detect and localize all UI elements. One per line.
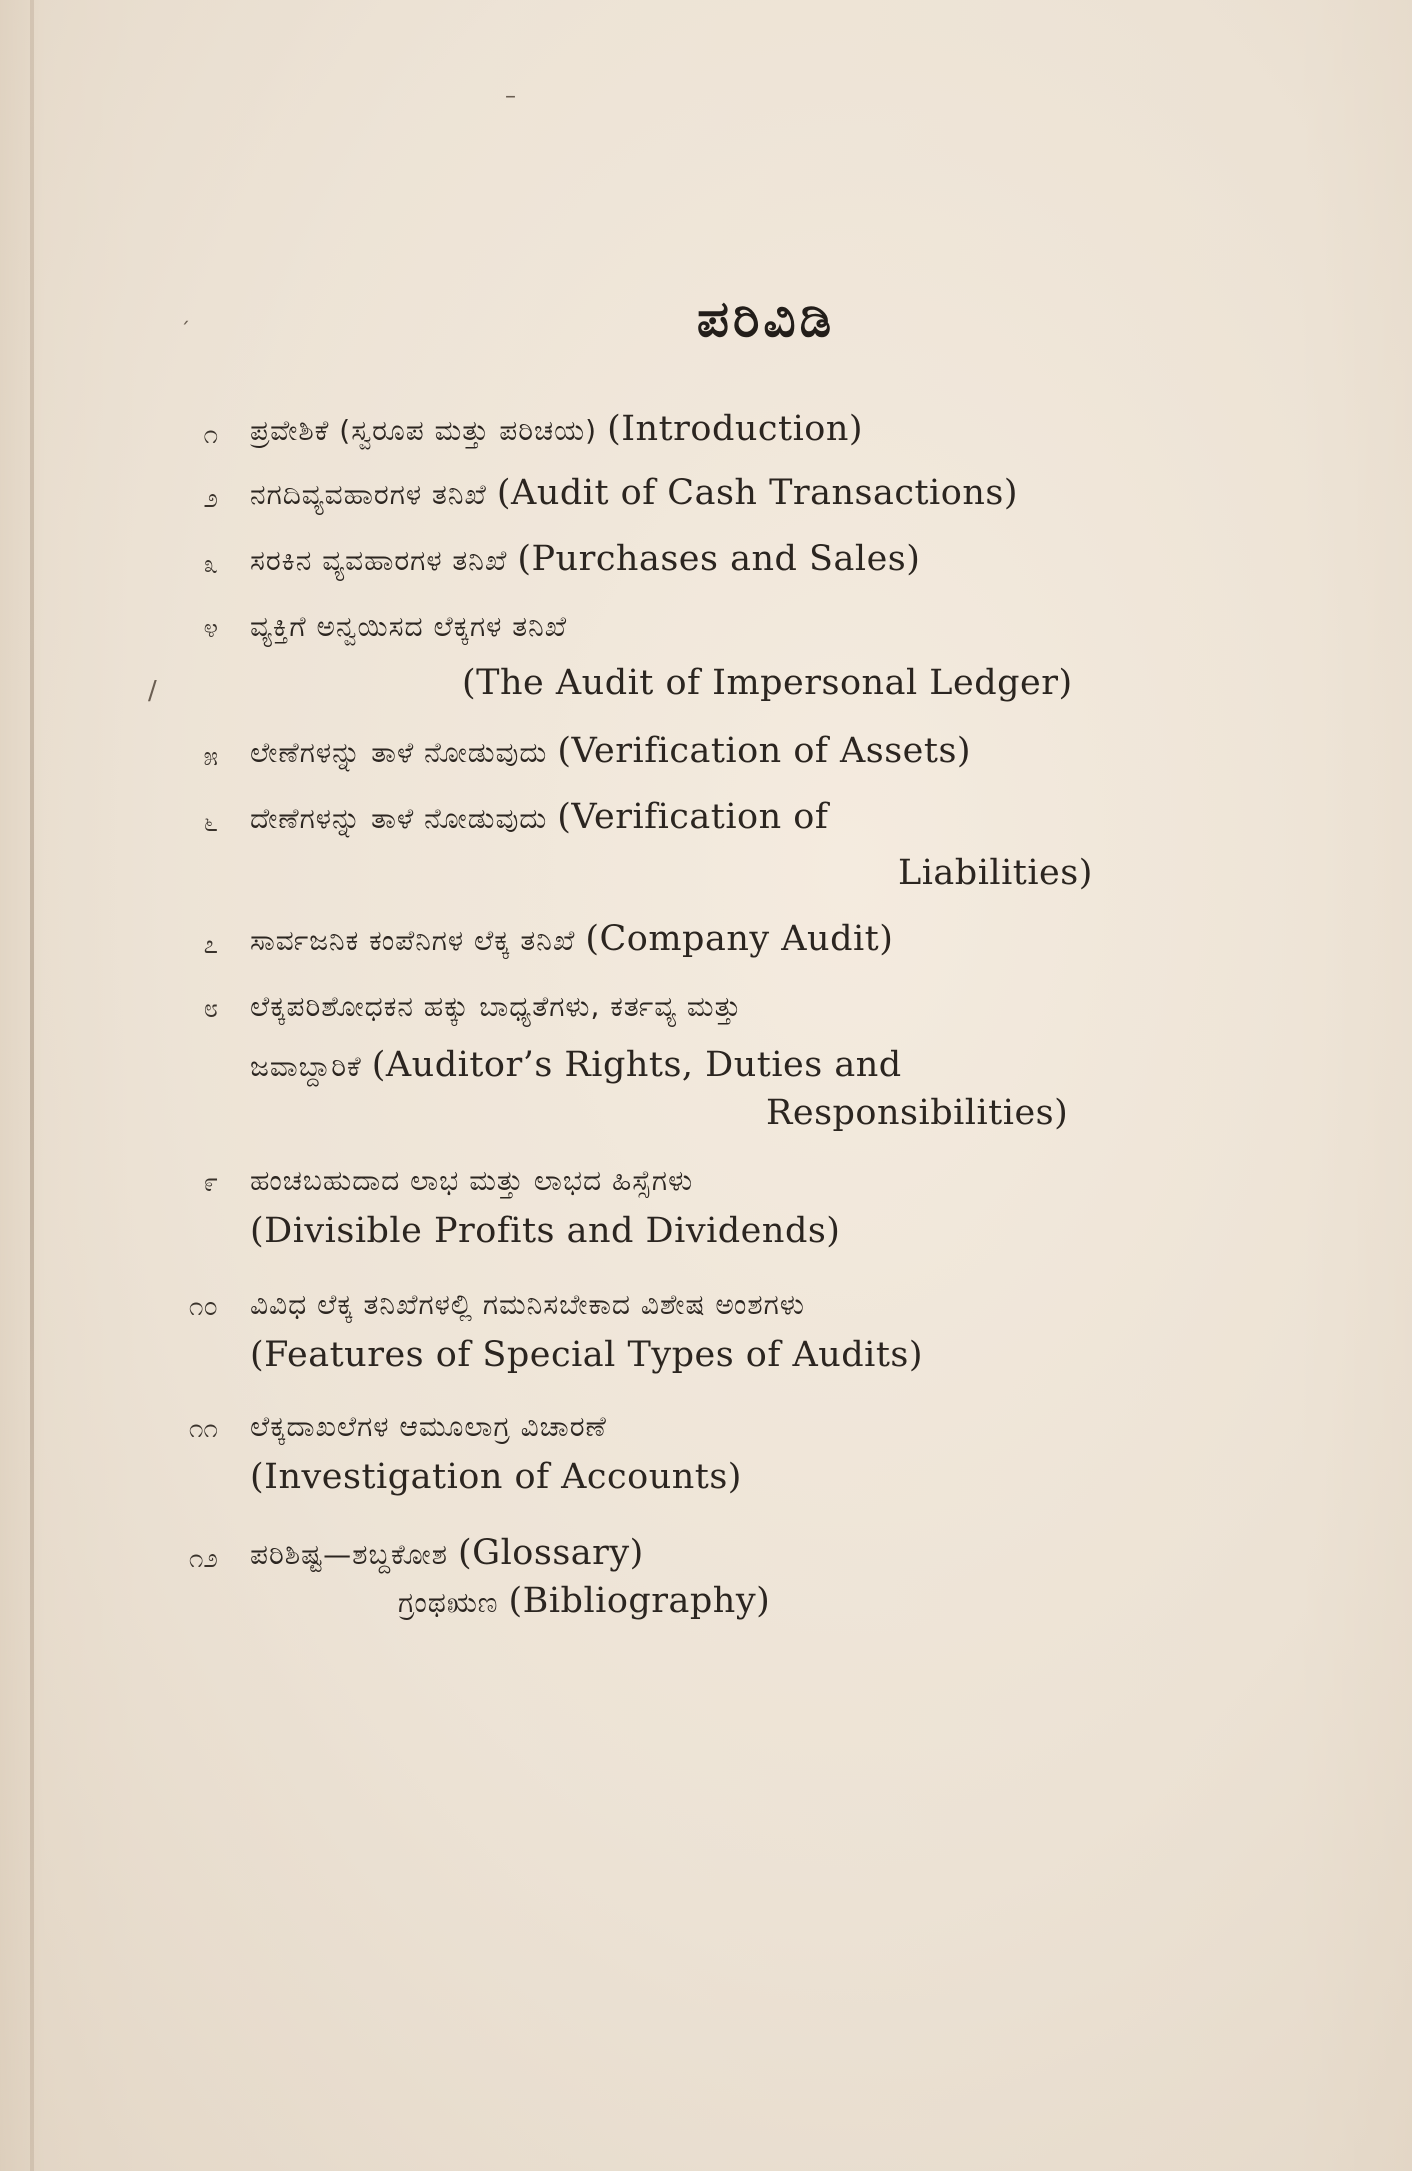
entry-line bbox=[250, 988, 752, 1023]
entry-number: ೧ bbox=[203, 420, 218, 450]
entry-kannada: ನಗದಿವ್ಯವಹಾರಗಳ ತನಿಖೆ bbox=[250, 478, 487, 511]
entry-kannada-continued: ಗ್ರಂಥಋಣ bbox=[398, 1586, 499, 1619]
entry-english: (Divisible Profits and Dividends) bbox=[250, 1211, 841, 1251]
entry-kannada: ವಿವಿಧ ಲೆಕ್ಕ ತನಿಖೆಗಳಲ್ಲಿ ಗಮನಿಸಬೇಕಾದ ವಿಶೇಷ ಅಂಶಗಳು bbox=[250, 1288, 805, 1321]
entry-line bbox=[250, 409, 864, 449]
entry-kannada: ಪರಿಶಿಷ್ಟ—ಶಬ್ದಕೋಶ bbox=[250, 1538, 448, 1571]
entry-kannada: ವ್ಯಕ್ತಿಗೆ ಅನ್ವಯಿಸದ ಲೆಕ್ಕಗಳ ತನಿಖೆ bbox=[250, 610, 568, 643]
entry-english: (Verification of Assets) bbox=[557, 731, 972, 771]
entry-line bbox=[250, 473, 1018, 513]
entry-kannada: ಸರಕಿನ ವ್ಯವಹಾರಗಳ ತನಿಖೆ bbox=[250, 544, 508, 577]
page-title: ಪರಿವಿಡಿ bbox=[696, 290, 836, 348]
entry-english: (The Audit of Impersonal Ledger) bbox=[462, 663, 1073, 703]
entry-kannada: ಲೆಕ್ಕದಾಖಲೆಗಳ ಆಮೂಲಾಗ್ರ ವಿಚಾರಣೆ bbox=[250, 1410, 607, 1443]
entry-number: ೫ bbox=[203, 742, 218, 772]
stray-mark: / bbox=[148, 676, 157, 706]
entry-number: ೧೦ bbox=[188, 1292, 218, 1322]
entry-english-continued: Responsibilities) bbox=[766, 1093, 1069, 1133]
entry-line bbox=[250, 797, 829, 837]
entry-kannada: ಸಾರ್ವಜನಿಕ ಕಂಪೆನಿಗಳ ಲೆಕ್ಕ ತನಿಖೆ bbox=[250, 924, 576, 957]
entry-number: ೩ bbox=[203, 550, 218, 580]
entry-kannada-continued: ಜವಾಬ್ದಾರಿಕೆ bbox=[250, 1050, 362, 1083]
entry-number: ೯ bbox=[203, 1168, 218, 1198]
entry-english: (Purchases and Sales) bbox=[517, 539, 921, 579]
entry-english: (Verification of bbox=[557, 797, 829, 837]
entry-number: ೧೧ bbox=[188, 1414, 218, 1444]
stray-mark: – bbox=[505, 84, 516, 109]
entry-english: (Investigation of Accounts) bbox=[250, 1457, 742, 1497]
entry-number: ೧೨ bbox=[188, 1544, 218, 1574]
entry-english: (Audit of Cash Transactions) bbox=[496, 473, 1018, 513]
entry-kannada: ಪ್ರವೇಶಿಕೆ (ಸ್ವರೂಪ ಮತ್ತು ಪರಿಚಯ) bbox=[250, 414, 598, 447]
entry-line bbox=[250, 1533, 644, 1573]
entry-line bbox=[250, 1408, 617, 1443]
entry-line bbox=[250, 1045, 902, 1085]
entry-english-continued: Liabilities) bbox=[898, 853, 1093, 893]
entry-line bbox=[250, 919, 894, 959]
entry-line bbox=[250, 1286, 815, 1321]
book-gutter bbox=[30, 0, 34, 2171]
entry-kannada: ಹಂಚಬಹುದಾದ ಲಾಭ ಮತ್ತು ಲಾಭದ ಹಿಸ್ಸೆಗಳು bbox=[250, 1164, 694, 1197]
entry-number: ೪ bbox=[203, 614, 218, 644]
entry-number: ೬ bbox=[203, 808, 218, 838]
entry-english: (Glossary) bbox=[457, 1533, 644, 1573]
entry-kannada: ಲೆಕ್ಕಪರಿಶೋಧಕನ ಹಕ್ಕು ಬಾಧ್ಯತೆಗಳು, ಕರ್ತವ್ಯ ಮತ್ತು bbox=[250, 990, 742, 1023]
entry-line bbox=[250, 731, 972, 771]
entry-english-continued: (Bibliography) bbox=[508, 1581, 771, 1621]
entry-number: ೭ bbox=[203, 930, 218, 960]
entry-line bbox=[250, 539, 921, 579]
entry-line bbox=[250, 608, 577, 643]
entry-number: ೨ bbox=[203, 484, 218, 514]
entry-line bbox=[250, 1162, 703, 1197]
entry-kannada: ಲೇಣೆಗಳನ್ನು ತಾಳೆ ನೋಡುವುದು bbox=[250, 736, 548, 769]
entry-english: (Company Audit) bbox=[585, 919, 894, 959]
entry-english: (Features of Special Types of Audits) bbox=[250, 1335, 924, 1375]
entry-line bbox=[398, 1581, 771, 1621]
entry-english: (Auditor’s Rights, Duties and bbox=[371, 1045, 902, 1085]
entry-english: (Introduction) bbox=[607, 409, 864, 449]
entry-kannada: ದೇಣೆಗಳನ್ನು ತಾಳೆ ನೋಡುವುದು bbox=[250, 802, 548, 835]
stray-mark: ´ bbox=[180, 318, 190, 342]
entry-number: ೮ bbox=[203, 994, 218, 1024]
